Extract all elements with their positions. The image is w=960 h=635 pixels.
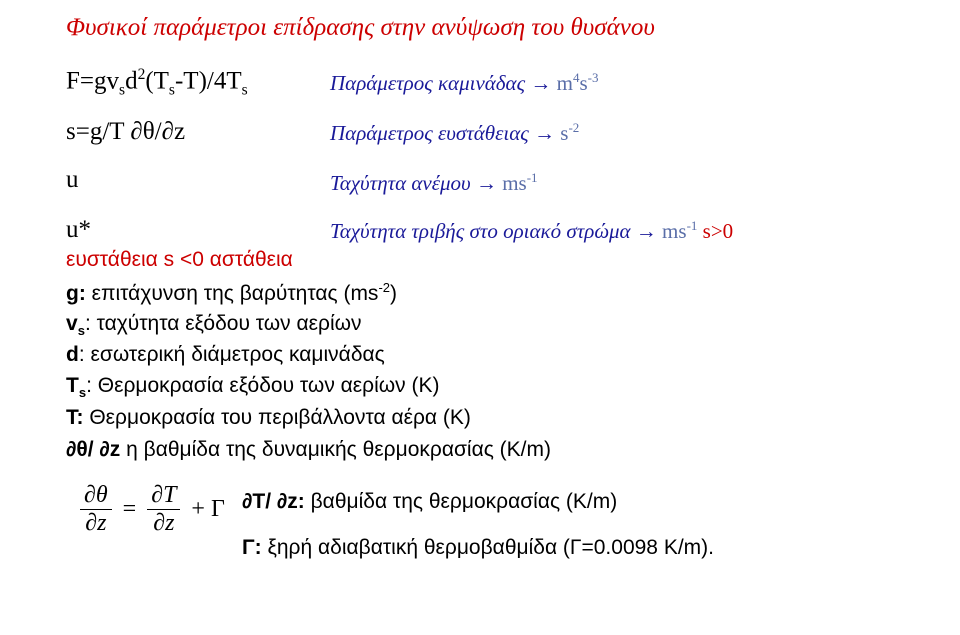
definition-gamma: Γ: ξηρή αδιαβατική θερμοβαθμίδα (Γ=0.0098 K/m).: [242, 536, 714, 559]
stability-parameter-label: Παράμετρος $\varepsilon\upsilon\sigma\tau ά\theta\varepsilon\iota\alpha\varsigma \to s^{-2}$: [330, 120, 580, 145]
definition-vs: $v_s$: ταχύτητα εξόδου των αερίων: [66, 312, 362, 339]
stability-formula: s=g/T ∂θ/∂z: [66, 118, 186, 145]
definition-t: T: Θερμοκρασία του περιβάλλοντα αέρα (K): [66, 406, 471, 429]
wind-speed-label: Ταχύτητα $\alpha\nu έ\mu o\upsilon \to ms^{-1}$: [330, 170, 538, 195]
definition-ts: $T_s$: Θερμοκρασία εξόδου των αερίων (K): [66, 374, 440, 401]
chimney-formula: $F=gv_sd^2(T_s-T)/4T_s$: [66, 66, 248, 99]
rhs-fraction: $\frac{\partial T}{\partial z}$: [147, 482, 180, 537]
arrow-right-icon: →: [635, 219, 657, 243]
arrow-right-icon: →: [530, 71, 552, 95]
lhs-fraction: $\frac{\partial\theta}{\partial z}$: [80, 482, 112, 537]
chimney-parameter-label: Παράμετρος $\kappa\alpha\mu\iota\nu ά\delta\alpha\varsigma \to m^4s^{-3}$: [330, 70, 599, 95]
definition-g: g: επιτάχυνση της βαρύτητας $(ms^{-2})$: [66, 280, 398, 305]
lapse-rate-formula: $\frac{\partial\theta}{\partial z}$ = $\frac{\partial T}{\partial z}$ + Γ: [80, 482, 230, 537]
definition-dtheta: ∂θ/ ∂z η βαθμίδα της δυναμικής θερμοκρασίας (K/m): [66, 438, 551, 461]
arrow-right-icon: →: [534, 121, 556, 145]
definition-d: d: εσωτερική διάμετρος καμινάδας: [66, 343, 385, 366]
stability-condition: s>0: [702, 219, 734, 243]
stability-line: ευστάθεια s <0 αστάθεια: [66, 248, 293, 271]
slide-title: Φυσικοί παράμετροι επίδρασης στην ανύψωση του θυσάνου: [66, 14, 655, 41]
definition-dt: ∂T/ ∂z: βαθμίδα της θερμοκρασίας (K/m): [242, 490, 618, 513]
friction-velocity-symbol: u*: [66, 216, 91, 243]
arrow-right-icon: →: [475, 171, 497, 195]
friction-velocity-label: Ταχύτητα τριβής στο οριακό $\sigma\tau\rho ώ\mu\alpha \to ms^{-1}$ s>0: [330, 218, 734, 243]
wind-speed-symbol: u: [66, 166, 79, 193]
